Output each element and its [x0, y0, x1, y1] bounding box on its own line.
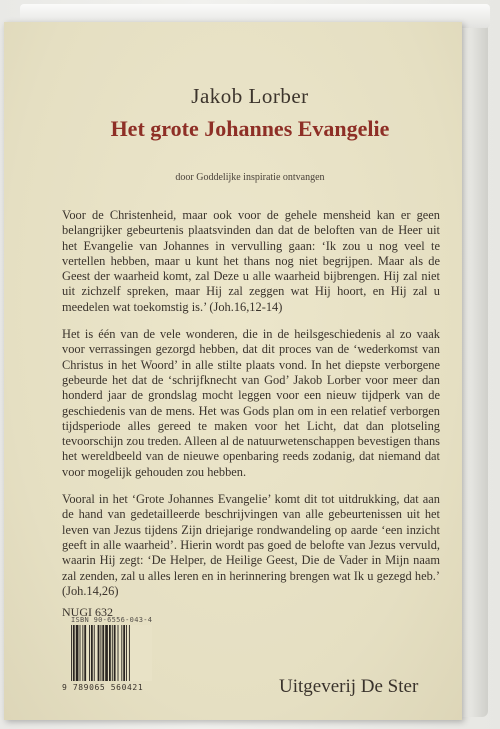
- isbn-label: ISBN 90-6556-043-4: [71, 616, 153, 624]
- blurb-paragraph: Vooral in het ‘Grote Johannes Evangelie’ komt dit tot uitdrukking, dat aan de hand van gedetailleerde beschrijvingen van alle gebeurtenissen uit het leven van Jezus tijdens Zijn driejarige rondwandeling op aarde ‘een inzicht geeft in alle waarheid’. Hierin wordt pas goed de belofte van Jezus vervuld, waarin Hij zegt: ‘De Helper, de Heilige Geest, Die de Vader in Mijn naam zal zenden, zal u alles leren en in herinnering brengen wat Ik u gezegd heb.’ (Joh.14,26): [62, 492, 440, 598]
- blurb-text: [62, 208, 440, 620]
- publisher-name: Uitgeverij De Ster: [279, 676, 419, 697]
- nugi-code: NUGI 632: [62, 605, 113, 620]
- barcode-number: 9 789065 560421: [62, 683, 144, 692]
- author-name: Jakob Lorber: [191, 84, 309, 108]
- barcode-image: [70, 625, 152, 681]
- blurb-paragraph: Het is één van de vele wonderen, die in de heilsgeschiedenis al zo vaak voor verrassingen gezorgd hebben, dat dit proces van de ‘wederkomst van Christus in het Woord’ in alle stilte plaats vond. In het diepste verborgene gebeurde het dat de ‘schrijfknecht van God’ Jakob Lorber voor meer dan honderd jaar de grondslag mocht leggen voor een nieuw tijdperk van de geschiedenis van de mens. Het was Gods plan om in een relatief verborgen tijdsperiode alles gereed te maken voor het Licht, dat dan plotseling tevoorschijn zou treden. Alleen al de natuurwetenschappen bevestigen thans het wereldbeeld van de nieuwe openbaring reeds zodanig, dat niemand dat voor mogelijk gehouden zou hebben.: [62, 327, 440, 479]
- book-title: Het grote Johannes Evangelie: [110, 116, 390, 141]
- blurb-paragraph: Voor de Christenheid, maar ook voor de gehele mensheid kan er geen belangrijker gebeurtenis plaatsvinden dan dat de beloften van de Heer uit het Evangelie van Johannes in vervulling gaan: ‘Ik zou u nog veel te vertellen hebben, maar u kunt het thans nog niet begrijpen. Maar als de Geest der waarheid komt, zal Deze u alle waarheid bijbrengen. Hij zal niet uit zichzelf spreken, maar Hij zal zeggen wat Hij hoort, en Hij zal u meedelen wat toekomstig is.’ (Joh.16,12-14): [62, 208, 440, 314]
- book-subtitle: door Goddelijke inspiratie ontvangen: [175, 172, 325, 183]
